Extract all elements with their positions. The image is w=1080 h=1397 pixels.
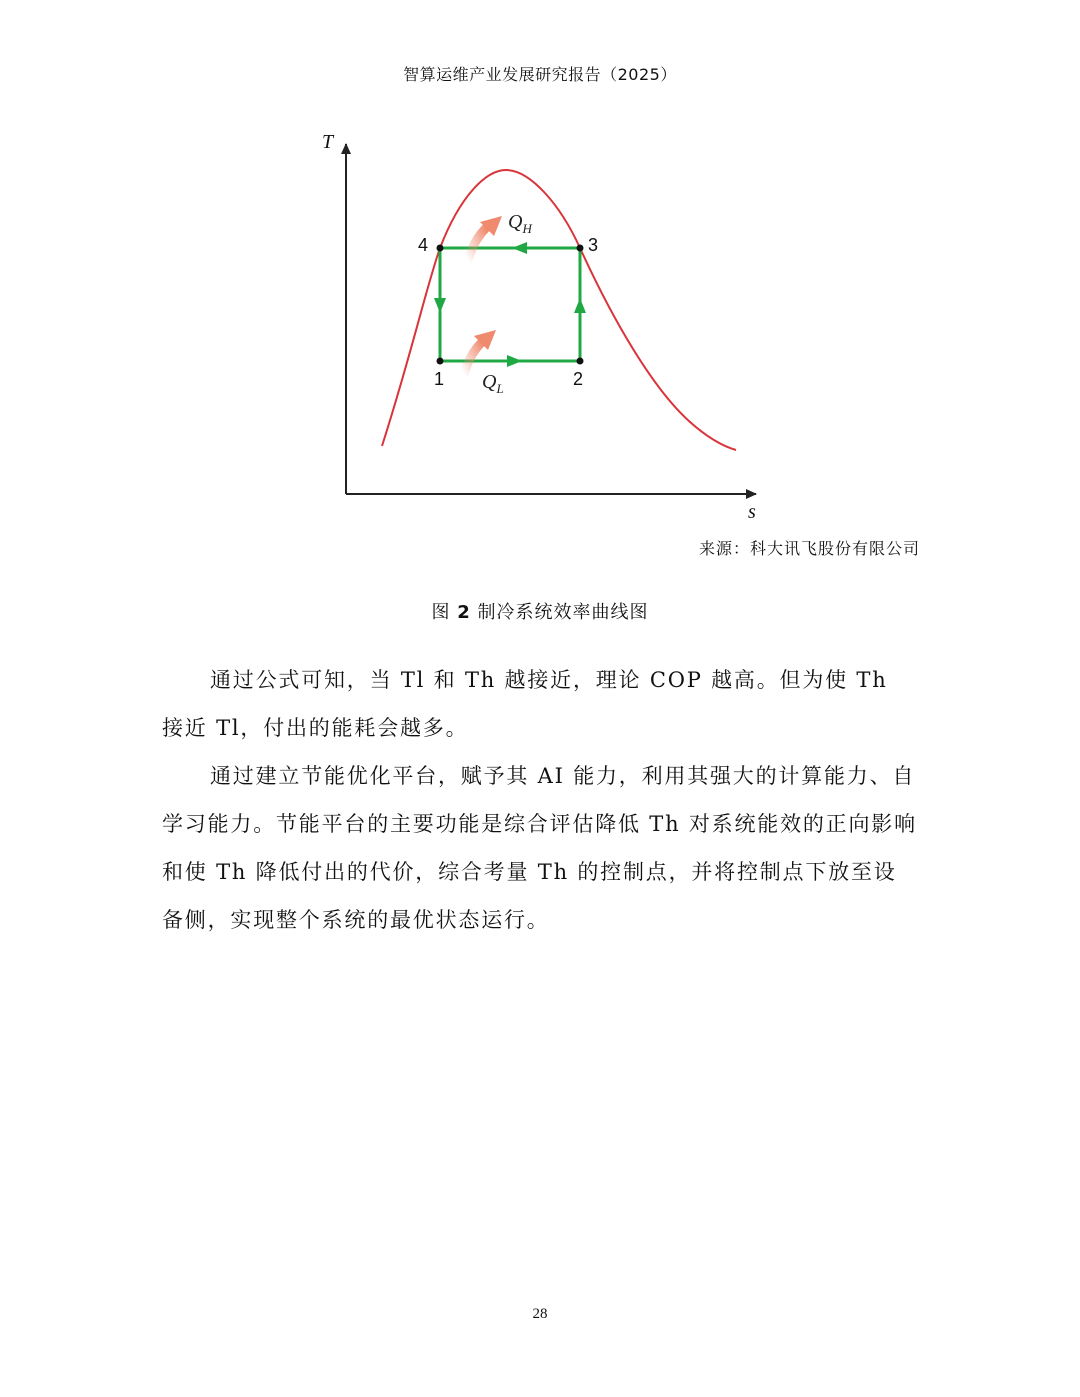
refrigeration-cycle bbox=[440, 248, 580, 361]
s-axis-label: s bbox=[748, 501, 756, 523]
running-header: 智算运维产业发展研究报告（2025） bbox=[403, 65, 677, 84]
heat-rejection-arrow-icon bbox=[468, 216, 502, 260]
heat-low-label: $Q_L$ bbox=[482, 371, 504, 396]
heat-absorption-arrow-icon bbox=[464, 330, 496, 374]
state-label-3: 3 bbox=[588, 235, 599, 255]
caption-prefix: 图 bbox=[431, 602, 451, 623]
arrow-up-icon bbox=[574, 298, 586, 313]
paragraph-2: 通过建立节能优化平台，赋予其 AI 能力，利用其强大的计算能力、自学习能力。节能平台的主要功能是综合评估降低 Th 对系统能效的正向影响和使 Th 降低付出的代价，综合考量 Th 的控制点，并将控制点下放至设备侧，实现整个系统的最优状态运行。 bbox=[162, 764, 917, 932]
figure-caption bbox=[0, 598, 1080, 624]
state-point-3 bbox=[577, 245, 584, 252]
figure-source: 来源：科大讯飞股份有限公司 bbox=[698, 539, 920, 558]
state-point-1 bbox=[437, 358, 444, 365]
arrow-left-icon bbox=[512, 242, 527, 254]
t-axis-label: T bbox=[322, 131, 334, 153]
page-number: 28 bbox=[532, 1306, 548, 1322]
body-text bbox=[162, 656, 918, 944]
ts-diagram bbox=[300, 120, 780, 530]
arrow-right-icon bbox=[507, 355, 522, 367]
state-label-2: 2 bbox=[573, 369, 584, 389]
saturation-curve bbox=[382, 170, 736, 450]
caption-text: 制冷系统效率曲线图 bbox=[477, 602, 649, 623]
arrow-down-icon bbox=[434, 298, 446, 313]
state-point-4 bbox=[437, 245, 444, 252]
caption-number: 2 bbox=[457, 602, 471, 623]
paragraph-1: 通过公式可知，当 Tl 和 Th 越接近，理论 COP 越高。但为使 Th 接近 Tl，付出的能耗会越多。 bbox=[162, 668, 888, 740]
ts-diagram-figure bbox=[300, 120, 780, 530]
state-label-4: 4 bbox=[418, 235, 429, 255]
heat-high-label: $Q_H$ bbox=[508, 211, 532, 236]
state-label-1: 1 bbox=[434, 369, 445, 389]
state-point-2 bbox=[577, 358, 584, 365]
